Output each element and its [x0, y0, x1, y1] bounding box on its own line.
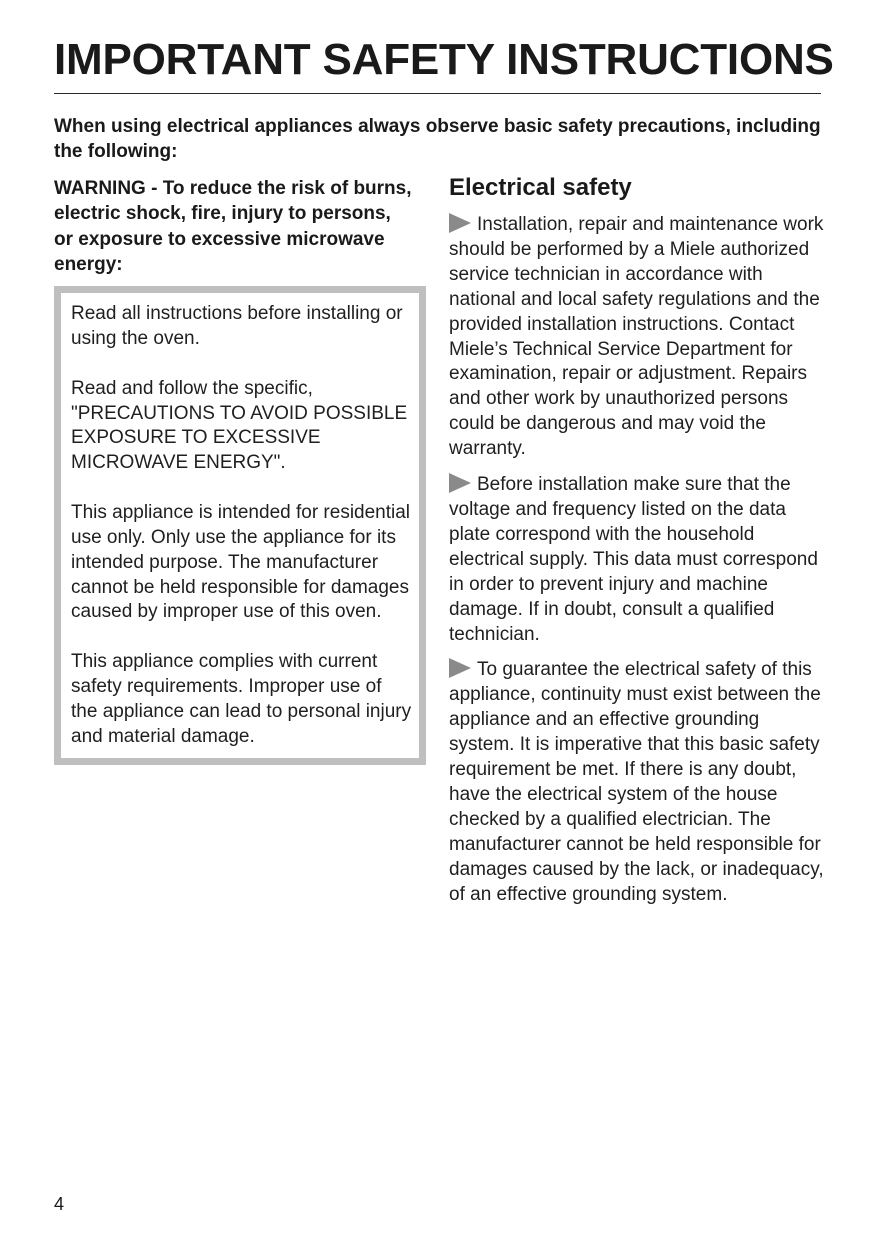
warning-box-paragraph: Read all instructions before installing or using the oven.	[71, 303, 403, 350]
page-title: IMPORTANT SAFETY INSTRUCTIONS	[54, 35, 834, 84]
warning-box-paragraph: This appliance complies with current safety requirements. Improper use of the appliance can lead to personal injury and material damage.	[71, 650, 412, 747]
warning-box-paragraph: Read and follow the specific, "PRECAUTIONS TO AVOID POSSIBLE EXPOSURE TO EXCESSIVE MICROWAVE ENERGY".	[71, 377, 408, 474]
title-divider	[54, 93, 821, 94]
bullet-item	[449, 658, 824, 907]
electrical-safety-section	[449, 171, 824, 907]
arrow-right-icon	[449, 473, 471, 493]
arrow-right-icon	[449, 213, 471, 233]
warning-box	[54, 286, 426, 764]
bullet-text: To guarantee the electrical safety of this appliance, continuity must exist between the appliance and an effective grounding system. It is imperative that this basic safety requirement be met. If there is any doubt, have the electrical system of the house checked by a qualified electrician. The manufacturer cannot be held responsible for damages caused by the lack, or inadequacy, of an effective grounding system.	[449, 659, 824, 905]
warning-column	[54, 176, 426, 765]
intro-text: When using electrical appliances always observe basic safety precautions, including the following:	[54, 116, 821, 162]
arrow-right-icon	[449, 658, 471, 678]
warning-box-paragraph: This appliance is intended for residential use only. Only use the appliance for its intended purpose. The manufacturer cannot be held responsible for damages caused by improper use of this oven.	[71, 501, 411, 623]
bullet-text: Before installation make sure that the voltage and frequency listed on the data plate correspond with the household electrical supply. This data must correspond in order to prevent injury and machine damage. If in doubt, consult a qualified technician.	[449, 474, 818, 645]
section-heading: Electrical safety	[449, 174, 632, 201]
bullet-text: Installation, repair and maintenance work should be performed by a Miele authorized service technician in accordance with national and local safety regulations and the provided installation instructions. Contact Miele’s Technical Service Department for examination, repair or adjustment. Repairs and other work by unauthorized persons could be dangerous and may void the warranty.	[449, 214, 824, 460]
bullet-item	[449, 213, 824, 462]
bullet-item	[449, 473, 824, 647]
warning-heading: WARNING - To reduce the risk of burns, electric shock, fire, injury to persons, or exposure to excessive microwave energy:	[54, 178, 412, 275]
page-number: 4	[54, 1194, 65, 1214]
